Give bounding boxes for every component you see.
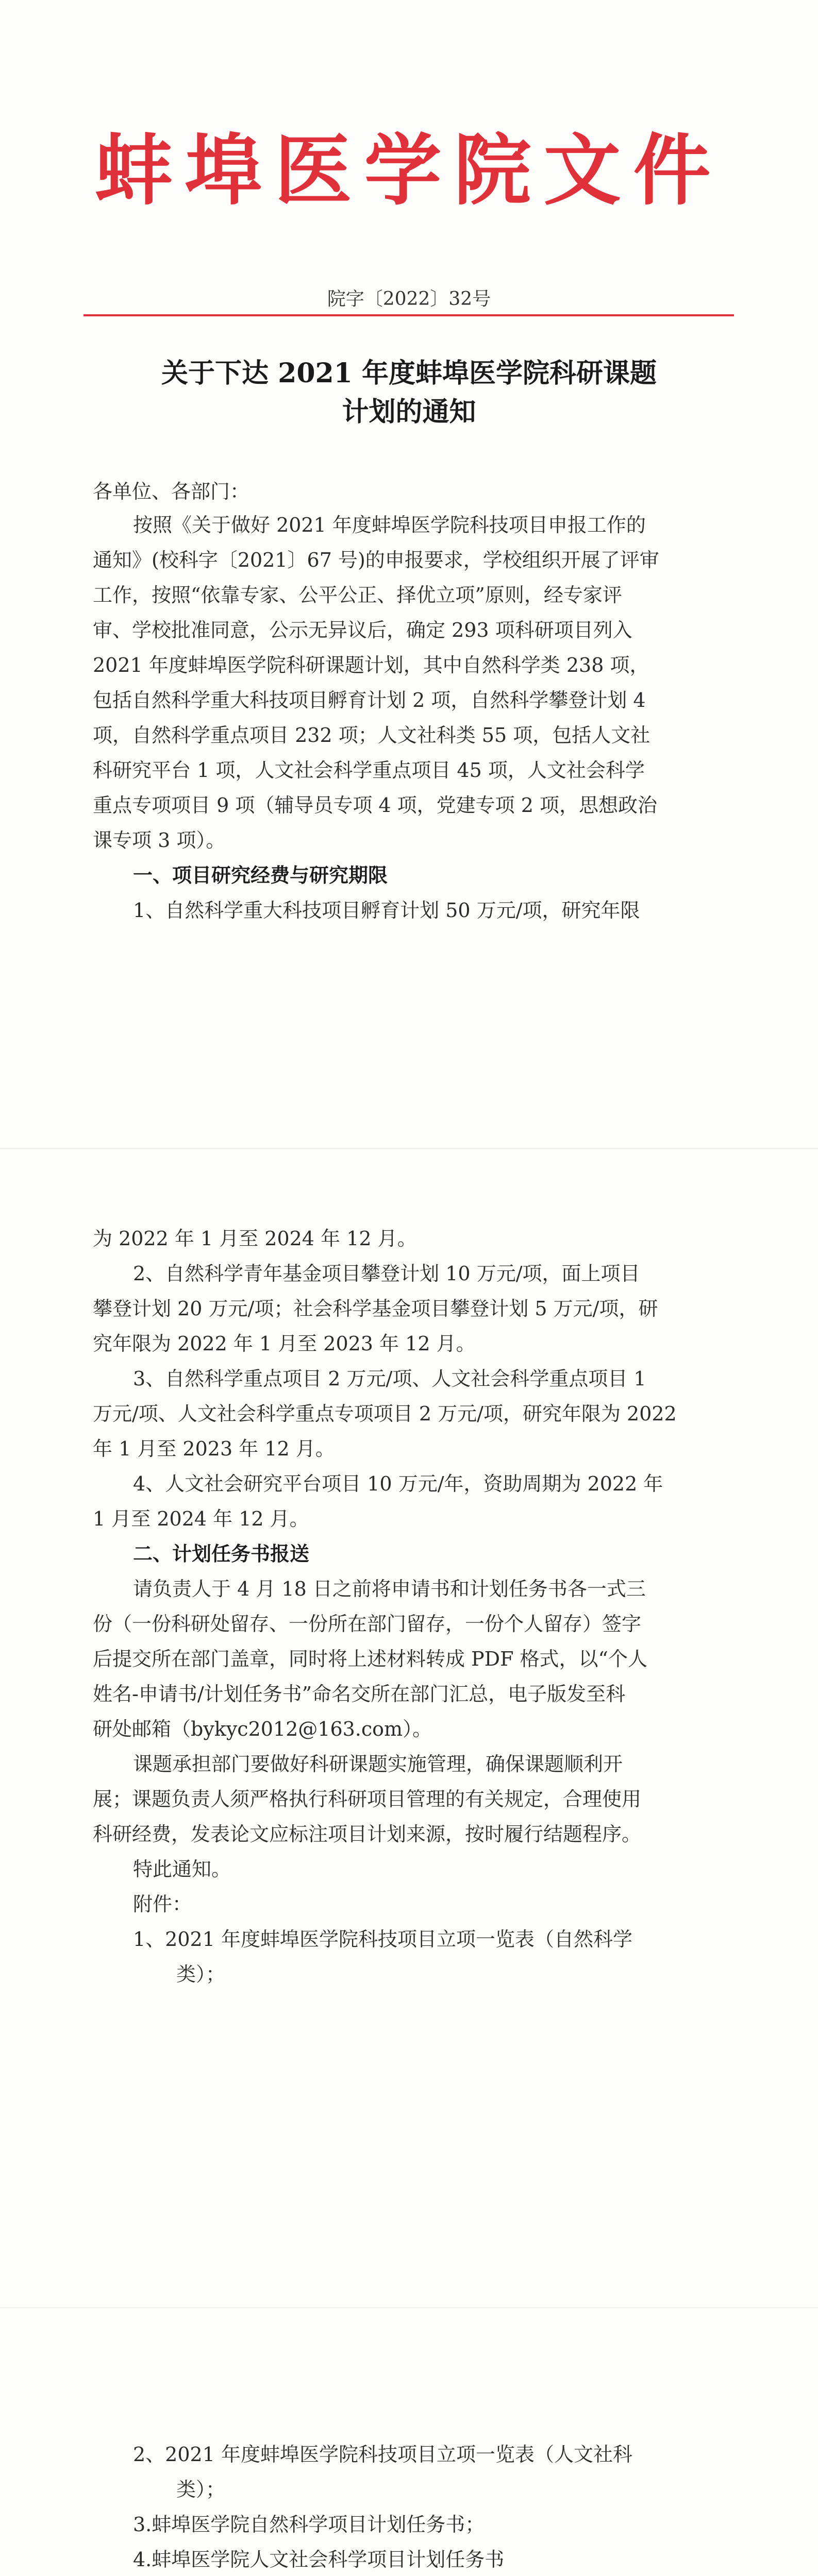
header-red-rule [84, 314, 734, 316]
intro-line: 课专项 3 项）。 [93, 829, 226, 852]
section-2-heading: 二、计划任务书报送 [133, 1542, 310, 1565]
intro-line: 按照《关于做好 2021 年度蚌埠医学院科技项目申报工作的 [133, 514, 646, 536]
item-2-line: 攀登计划 20 万元/项；社会科学基金项目攀登计划 5 万元/项，研 [93, 1297, 658, 1320]
attachments-label: 附件： [133, 1893, 192, 1916]
submission-line: 姓名-申请书/计划任务书”命名交所在部门汇总，电子版发至科 [93, 1683, 626, 1705]
attachment-2-line-2: 类）； [176, 2478, 226, 2501]
page-2 [0, 1149, 818, 2308]
notice-title-line-1: 关于下达 2021 年度蚌埠医学院科研课题 [161, 358, 657, 389]
document-number: 院字〔2022〕32号 [327, 289, 491, 310]
item-4-line: 4、人文社会研究平台项目 10 万元/年，资助周期为 2022 年 [133, 1472, 663, 1495]
page-3 [0, 2308, 818, 2576]
item-1-line-1: 1、自然科学重大科技项目孵育计划 50 万元/项，研究年限 [133, 899, 640, 922]
intro-line: 项，自然科学重点项目 232 项；人文社科类 55 项，包括人文社 [93, 724, 650, 747]
document-header-title: 蚌埠医学院文件 [95, 126, 723, 216]
submission-line: 请负责人于 4 月 18 日之前将申请书和计划任务书各一式三 [133, 1578, 646, 1600]
intro-line: 包括自然科学重大科技项目孵育计划 2 项，自然科学攀登计划 4 [93, 689, 646, 711]
intro-line: 工作，按照“依靠专家、公平公正、择优立项”原则，经专家评 [93, 584, 622, 606]
management-line: 科研经费，发表论文应标注项目计划来源，按时履行结题程序。 [93, 1823, 642, 1845]
intro-line: 审、学校批准同意，公示无异议后，确定 293 项科研项目列入 [93, 619, 632, 641]
submission-line: 份（一份科研处留存、一份所在部门留存，一份个人留存）签字 [93, 1613, 642, 1635]
submission-line: 研处邮箱（bykyc2012@163.com）。 [93, 1718, 432, 1740]
page-1 [0, 0, 818, 1149]
attachment-4: 4.蚌埠医学院人文社会科学项目计划任务书 [133, 2548, 505, 2571]
management-line: 展；课题负责人须严格执行科研项目管理的有关规定，合理使用 [93, 1788, 642, 1810]
intro-line: 科研究平台 1 项，人文社会科学重点项目 45 项，人文社会科学 [93, 759, 645, 782]
item-2-line: 究年限为 2022 年 1 月至 2023 年 12 月。 [93, 1332, 476, 1355]
closing-line: 特此通知。 [133, 1858, 231, 1880]
intro-line: 2021 年度蚌埠医学院科研课题计划，其中自然科学类 238 项， [93, 654, 649, 676]
management-line: 课题承担部门要做好科研课题实施管理，确保课题顺利开 [133, 1753, 623, 1775]
item-3-line: 万元/项、人文社会科学重点专项项目 2 万元/项，研究年限为 2022 [93, 1402, 677, 1425]
submission-line: 后提交所在部门盖章，同时将上述材料转成 PDF 格式，以“个人 [93, 1648, 647, 1670]
item-4-line: 1 月至 2024 年 12 月。 [93, 1507, 309, 1530]
attachment-2-line-1: 2、2021 年度蚌埠医学院科技项目立项一览表（人文社科 [133, 2443, 632, 2466]
item-1-line-2: 为 2022 年 1 月至 2024 年 12 月。 [93, 1227, 417, 1250]
attachment-1-line-2: 类）； [176, 1963, 226, 1986]
item-2-line: 2、自然科学青年基金项目攀登计划 10 万元/项，面上项目 [133, 1262, 640, 1285]
intro-line: 通知》(校科字〔2021〕67 号)的申报要求，学校组织开展了评审 [93, 549, 659, 571]
attachment-3: 3.蚌埠医学院自然科学项目计划任务书； [133, 2513, 485, 2536]
intro-line: 重点专项项目 9 项（辅导员专项 4 项，党建专项 2 项，思想政治 [93, 794, 658, 817]
item-3-line: 年 1 月至 2023 年 12 月。 [93, 1437, 335, 1460]
attachment-1-line-1: 1、2021 年度蚌埠医学院科技项目立项一览表（自然科学 [133, 1928, 632, 1951]
section-1-heading: 一、项目研究经费与研究期限 [133, 863, 388, 887]
notice-title-line-2: 计划的通知 [342, 396, 476, 428]
salutation: 各单位、各部门： [93, 480, 250, 503]
item-3-line: 3、自然科学重点项目 2 万元/项、人文社会科学重点项目 1 [133, 1367, 646, 1390]
